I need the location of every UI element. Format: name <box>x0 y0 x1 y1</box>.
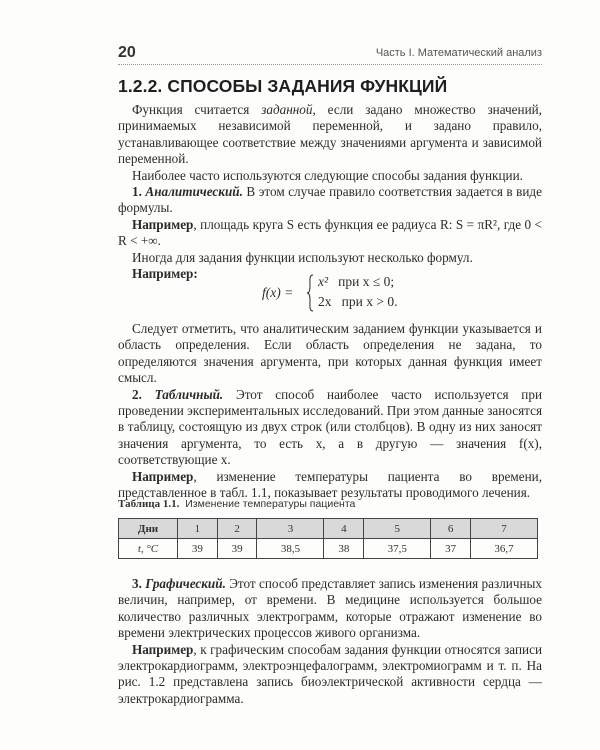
left-brace-icon <box>306 274 314 312</box>
table-cell: 37,5 <box>364 539 431 559</box>
page-number: 20 <box>118 44 136 61</box>
table-cell: 37 <box>431 539 471 559</box>
table-cell: 7 <box>470 519 537 539</box>
paragraph-example-temperature: Например, изменение температуры пациента во времени, представленное в табл. 1.1, показывает результаты проводимого лечения. <box>118 468 542 501</box>
table-caption: Таблица 1.1. Изменение температуры пациента <box>118 498 356 510</box>
table-cell: 39 <box>217 539 257 559</box>
temperature-table <box>118 518 538 559</box>
table-cell: 39 <box>178 539 218 559</box>
paragraph-tabular: 2. Табличный. Этот способ наиболее часто используется при проведении экспериментальных исследований. При этом данные заносятся в таблицу, состоящую из двух строк (или столбцов). В одну из них заносят значения аргумента, то есть x, а в другую — значения f(x), соответствующие x. <box>118 386 543 468</box>
body-text-lower <box>118 576 542 707</box>
table-row <box>119 539 538 559</box>
paragraph-methods-intro: Наиболее часто используются следующие способы задания функции. <box>132 167 523 183</box>
table-cell: 38,5 <box>257 539 324 559</box>
body-text-middle <box>118 321 542 501</box>
table-cell: 36,7 <box>470 539 537 559</box>
paragraph-graphical: 3. Графический. Этот способ представляет запись изменения различных величин, например, от времени. В медицине используется большое количество различных электрограмм, которые отражают изменение во времени электрических процессов живого организма. <box>118 576 542 641</box>
paragraph-example-label: Например: <box>132 266 198 282</box>
table-cell: 3 <box>257 519 324 539</box>
body-text-upper <box>118 102 542 282</box>
paragraph-analytic: 1. Аналитический. В этом случае правило соответствия задается в виде формулы. <box>118 184 542 216</box>
table-cell: 5 <box>364 519 431 539</box>
running-title: Часть I. Математический анализ <box>375 47 542 59</box>
table-cell: 6 <box>431 519 471 539</box>
formula-lhs: f(x) = <box>262 285 294 300</box>
table-row-header-days: Дни <box>119 519 178 539</box>
paragraph-several-formulas: Иногда для задания функции используют несколько формул. <box>132 249 473 265</box>
table-cell: 2 <box>217 519 257 539</box>
paragraph-example-circle: Например, площадь круга S есть функция ее радиуса R: S = πR², где 0 < R < +∞. <box>118 216 542 249</box>
paragraph-example-ecg: Например, к графическим способам задания функции относятся записи электрокардиограмм, электроэнцефалограмм, электромиограмм и т. п. На рис. 1.2 представлена запись биоэлектрической активности сердца — электрокардиограмма. <box>118 641 542 706</box>
formula-case-1: x² при x ≤ 0; <box>318 274 395 289</box>
table-cell: 38 <box>324 539 364 559</box>
piecewise-formula <box>260 272 460 316</box>
table-cell: 1 <box>178 519 218 539</box>
paragraph-domain-note: Следует отметить, что аналитическим заданием функции указывается и область определения. Если область определения не задана, то определяются значения аргумента, при которых данная функция имеет смысл. <box>118 321 542 386</box>
table-row-header-temp: t, °C <box>119 539 178 559</box>
paragraph-definition: Функция считается заданной, если задано множество значений, принимаемых независимой переменной, и задано правило, устанавливающее соответствие между значениями аргумента и зависимой переменной. <box>118 102 542 167</box>
formula-case-2: 2x при x > 0. <box>318 294 398 309</box>
table-cell: 4 <box>324 519 364 539</box>
section-title: 1.2.2. СПОСОБЫ ЗАДАНИЯ ФУНКЦИЙ <box>118 76 448 96</box>
page-header <box>118 44 542 65</box>
table-row <box>119 519 538 539</box>
